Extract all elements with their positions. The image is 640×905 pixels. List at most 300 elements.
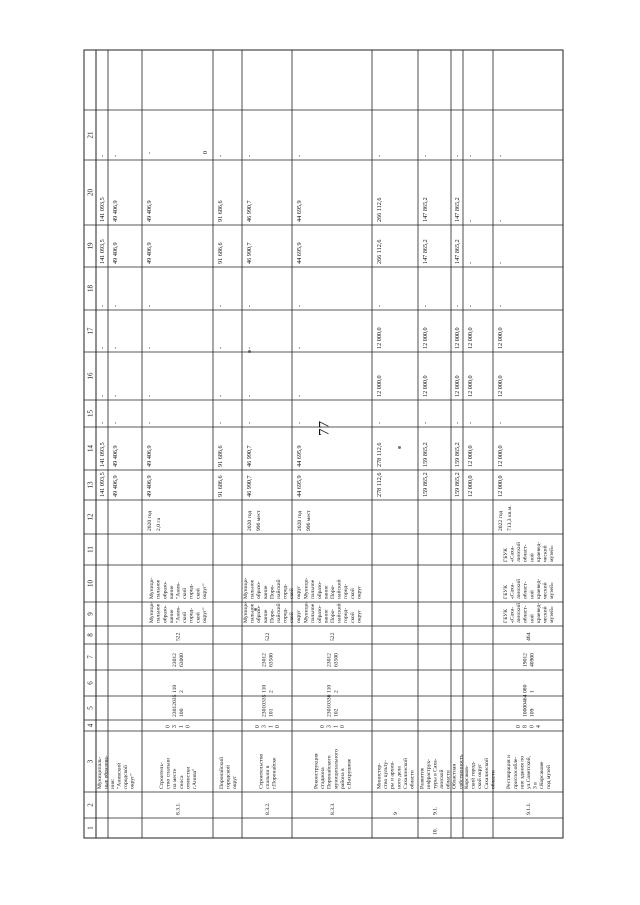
cell-r4-c9-line: образо- xyxy=(256,605,263,623)
cell-r5-c9-line: вание xyxy=(323,609,330,623)
cell-r2-c14 xyxy=(146,445,153,467)
cell-r5-c9-line: Муници- xyxy=(303,601,310,623)
cell-r5-c4-line: 3 xyxy=(326,725,333,728)
cell-r9-c18 xyxy=(467,305,474,307)
cell-r4-c10-line: вание xyxy=(262,585,269,599)
cell-r9-c20 xyxy=(467,220,474,222)
cell-r7-c3-line: области xyxy=(445,770,452,789)
cell-r3-c13 xyxy=(217,475,224,497)
cell-r9-c17-line: 12 000,0 xyxy=(467,327,475,349)
cell-r9-c21-line: - xyxy=(467,154,475,157)
cell-r5-c9-line: ской xyxy=(349,612,356,623)
cell-r2-c4-line: 0 xyxy=(185,725,192,728)
cell-r7-c21 xyxy=(422,155,429,157)
cell-r5-c9 xyxy=(304,601,363,623)
cell-r10-c4-line: 0 xyxy=(515,725,522,728)
cell-r4-c5-line: 101 xyxy=(268,708,275,717)
cell-r5-c16-line: - xyxy=(296,394,304,397)
cell-r2-c20 xyxy=(146,200,153,222)
cell-r6-c15 xyxy=(376,422,383,424)
cell-r5-c10-line: город- xyxy=(343,583,350,599)
cell-r1-c14 xyxy=(112,445,119,467)
cell-r10-c7 xyxy=(523,653,536,667)
cell-r0-c17-line: - xyxy=(99,346,107,349)
cell-r7-c15-line: - xyxy=(422,421,430,424)
cell-r7-c1 xyxy=(432,827,438,835)
cell-r4-c19-line: 46 990,7 xyxy=(246,242,254,264)
cell-r2-c13 xyxy=(146,475,153,497)
cell-r2-c21 xyxy=(146,152,153,154)
cell-r10-c9-line: ной xyxy=(529,614,536,623)
cell-r10-c4-line: 0 xyxy=(529,725,536,728)
cell-r6-c15-line: - xyxy=(376,421,384,424)
cell-r4-c6 xyxy=(262,685,275,693)
cell-r5-c3-line: Поронайского xyxy=(326,755,333,789)
cell-r0-c15 xyxy=(99,422,106,424)
cell-r5-c16 xyxy=(296,395,303,397)
cell-r2-c8-line: 522 xyxy=(175,632,182,641)
cell-r4-c19 xyxy=(246,242,253,264)
col-header: 16 xyxy=(86,372,95,380)
cell-r2-c6-line: 2 xyxy=(178,690,185,693)
cell-r1-c19 xyxy=(112,242,119,264)
cell-r4-c16-line: - xyxy=(246,394,254,397)
cell-r5-c17-line: - xyxy=(296,346,304,349)
cell-r2-c12-year-line: 2020 год xyxy=(146,510,153,531)
cell-r3-c16 xyxy=(217,395,224,397)
cell-r4-c21 xyxy=(246,155,253,157)
col-header: 13 xyxy=(86,481,95,489)
cell-r5-c7-line: 23012 xyxy=(326,653,333,667)
col-header: 11 xyxy=(86,546,95,553)
cell-r0-c13 xyxy=(99,472,106,497)
cell-r4-c17 xyxy=(246,347,253,349)
cell-r8-c19 xyxy=(454,239,461,264)
cell-r0-c15-line: - xyxy=(99,421,107,424)
cell-r10-c14-line: 12 000,0 xyxy=(497,445,505,467)
cell-r4-c3 xyxy=(258,753,277,789)
cell-r4-c10-line: ской xyxy=(289,588,296,599)
cell-r9-c14-line: 12 000,0 xyxy=(467,445,475,467)
cell-r7-c14 xyxy=(422,442,429,467)
cell-r7-c3-line: Развитие xyxy=(419,767,426,789)
cell-r0-c16-line: - xyxy=(99,394,107,397)
cell-r10-c3-line: под музей xyxy=(545,765,552,789)
cell-r3-c18-line: - xyxy=(217,304,225,307)
cell-r5-c6-line: 2 xyxy=(333,690,340,693)
cell-r4-c18-line: - xyxy=(246,304,254,307)
cell-r0-c3-line: ния: xyxy=(110,778,117,789)
cell-r0-c18-line: - xyxy=(99,304,107,307)
cell-r7-c21-line: - xyxy=(422,154,430,157)
cell-r2-c3-line: ство спальни xyxy=(165,757,172,789)
cell-r9-c15-line: - xyxy=(467,421,475,424)
cell-r3-c16-line: - xyxy=(217,394,225,397)
cell-r2-c19-line: 49 406,9 xyxy=(146,242,154,264)
cell-r5-c15-line: - xyxy=(296,421,304,424)
cell-r10-c4 xyxy=(516,725,542,728)
cell-r2-c10 xyxy=(149,577,208,599)
cell-r7-c17 xyxy=(422,327,429,349)
cell-r2-c18 xyxy=(146,305,153,307)
cell-r2-c2-line: 8.3.1. xyxy=(175,802,182,815)
cell-r10-c7-line: 40900 xyxy=(529,653,536,667)
cell-r4-c5 xyxy=(262,694,275,717)
cell-r5-c13 xyxy=(296,475,303,497)
cell-r3-c21-line: - xyxy=(217,154,225,157)
cell-r1-c14-line: 49 406,9 xyxy=(112,445,120,467)
cell-r10-c18 xyxy=(497,305,504,307)
cell-r5-c10 xyxy=(304,577,363,599)
cell-r4-c9-line: округ xyxy=(295,609,302,623)
cell-r9-c19-line: - xyxy=(467,261,475,264)
cell-r4-c18 xyxy=(246,305,253,307)
col-header: 15 xyxy=(86,410,95,417)
cell-r8-c16 xyxy=(454,375,461,397)
cell-r1-c13 xyxy=(112,475,119,497)
cell-r5-c10-line: Муници- xyxy=(303,577,310,599)
cell-r1-c3 xyxy=(115,763,135,789)
cell-r4-c3-line: спальни в xyxy=(264,765,271,789)
cell-r4-c12-year xyxy=(247,511,253,531)
cell-r1-c3-line: городской xyxy=(122,765,129,789)
cell-r8-c3 xyxy=(451,754,465,789)
cell-r10-c11-line: област- xyxy=(522,544,529,562)
cell-r2-c4 xyxy=(165,725,191,728)
cell-r4-c4-line: 1 xyxy=(268,725,275,728)
cell-r10-c10-line: ной xyxy=(529,590,536,599)
cell-r7-c15 xyxy=(422,422,429,424)
cell-r8-c18 xyxy=(454,305,461,307)
cell-r2-c5-line: 100 xyxy=(178,708,185,717)
cell-r4-c2 xyxy=(265,802,271,815)
cell-r10-c9 xyxy=(503,603,555,623)
cell-r3-c14 xyxy=(217,445,224,467)
cell-r10-c10-line: област- xyxy=(522,581,529,599)
cell-r2-c18-line: - xyxy=(146,304,154,307)
cell-r1-c21 xyxy=(112,155,119,157)
cell-r5-c10-line: образо- xyxy=(316,581,323,599)
cell-r5-c9-line: Поро- xyxy=(329,608,336,623)
cell-r2-c5-line: 23012035 xyxy=(172,694,179,717)
cell-r5-c12-year-line: 2020 год xyxy=(296,510,303,531)
cell-r5-c20-line: 44 695,9 xyxy=(296,200,304,222)
cell-r4-c10-line: Поро- xyxy=(269,584,276,599)
cell-r10-c8-line: 464 xyxy=(525,632,532,641)
cell-r10-c3-line: Реставрация и xyxy=(506,754,513,789)
cell-r7-c19-line: 147 865,2 xyxy=(422,239,430,264)
cell-r2-c8 xyxy=(175,632,181,641)
cell-r9-c14 xyxy=(467,445,474,467)
cell-r5-c3 xyxy=(313,749,352,789)
cell-r4-c14 xyxy=(246,445,253,467)
cell-r6-c21 xyxy=(376,155,383,157)
cell-r2-c10-line: город- xyxy=(188,583,195,599)
cell-r4-c2-line: 8.3.2. xyxy=(264,802,271,815)
cell-r10-c20-line: - xyxy=(497,219,505,222)
cell-r8-c13-line: 159 865,2 xyxy=(454,472,462,497)
cell-r4-c21-line: - xyxy=(246,154,254,157)
cell-r1-c16 xyxy=(112,395,119,397)
cell-r8-c19-line: 147 865,2 xyxy=(454,239,462,264)
cell-r10-c14 xyxy=(497,445,504,467)
col-header: 5 xyxy=(86,706,95,710)
cell-r3-c19-line: 91 686,6 xyxy=(217,242,225,264)
cell-r10-c9-line: музей» xyxy=(549,606,556,623)
cell-r9-c3-line: Сахалинской xyxy=(483,758,490,789)
cell-r5-c7 xyxy=(327,653,340,667)
cell-r10-c9-line: област- xyxy=(522,605,529,623)
cell-r10-c3-line: г.Корсакове xyxy=(539,761,546,789)
cell-r5-c8-line: 522 xyxy=(329,632,336,641)
col-header: 3 xyxy=(86,759,95,764)
cell-r9-c3-line: ский город- xyxy=(470,761,477,789)
cell-r9-c3-line: ской округ xyxy=(477,763,484,789)
cell-r7-c16-line: 12 000,0 xyxy=(422,375,430,397)
col-header: 8 xyxy=(86,633,95,637)
cell-r3-c19 xyxy=(217,242,224,264)
cell-r3-c3 xyxy=(218,757,238,789)
cell-r7-c3 xyxy=(419,758,451,789)
cell-r6-c3-line: области xyxy=(409,770,416,789)
cell-r2-c20-line: 49 406,9 xyxy=(146,200,154,222)
cell-r1-c13-line: 49 406,9 xyxy=(112,475,120,497)
cell-r10-c18-line: - xyxy=(497,304,505,307)
cell-r5-c9-line: найский xyxy=(336,603,343,623)
cell-r10-c17-line: 12 000,0 xyxy=(497,327,505,349)
cell-r0-c3-line: Муниципаль- xyxy=(96,756,103,789)
cell-r4-c20 xyxy=(246,200,253,222)
cell-r0-c14 xyxy=(99,442,106,467)
cell-r6-c17-line: 12 000,0 xyxy=(376,327,384,349)
cell-r5-c5 xyxy=(327,694,340,717)
cell-r8-c15-line: - xyxy=(454,421,462,424)
cell-r3-c3-line: городской xyxy=(225,765,232,789)
cell-r10-c8 xyxy=(526,632,532,641)
cell-r10-c12-year xyxy=(498,511,504,531)
cell-r5-c18 xyxy=(296,305,303,307)
col-header: 14 xyxy=(86,445,95,452)
cell-r10-c17 xyxy=(497,327,504,349)
cell-r3-c18 xyxy=(217,305,224,307)
cell-r2-c15-line: - xyxy=(146,421,154,424)
cell-r5-c18-line: - xyxy=(296,304,304,307)
cell-r10-c3-line: 3 в xyxy=(532,782,539,789)
cell-r6-c2 xyxy=(393,812,399,815)
cell-r2-c9-line: вание xyxy=(168,609,175,623)
cell-r10-c7-line: 19012 xyxy=(522,653,529,667)
cell-r2-c9-line: ской xyxy=(195,612,202,623)
cell-r10-c11-line: линский xyxy=(516,542,523,562)
cell-r5-c4-line: 0 xyxy=(340,725,347,728)
cell-r4-c9 xyxy=(243,601,302,623)
cell-r4-c6-line: 110 xyxy=(261,684,268,693)
cell-r10-c13-line: 12 000,0 xyxy=(497,475,505,497)
cell-r4-c4-line: 0 xyxy=(275,725,282,728)
cell-r4-c5-line: 23010335 xyxy=(261,694,268,717)
cell-r4-c12-year-line: 2020 год xyxy=(246,510,253,531)
cell-r10-c21-line: - xyxy=(497,154,505,157)
cell-r0-c20 xyxy=(99,197,106,222)
cell-r2-c16 xyxy=(146,395,153,397)
cell-r4-c15 xyxy=(246,422,253,424)
cell-r7-c13 xyxy=(422,472,429,497)
cell-r5-c9-line: пальное xyxy=(310,603,317,623)
cell-r10-c10-line: ГБУК xyxy=(502,585,509,599)
cell-r7-c3-line: линской xyxy=(439,769,446,789)
cell-r5-c4-line: 1 xyxy=(333,725,340,728)
cell-r4-c9-line: ской xyxy=(289,612,296,623)
cell-r8-c20-line: 147 865,2 xyxy=(454,197,462,222)
cell-r8-c20 xyxy=(454,197,461,222)
col-header: 6 xyxy=(86,681,95,685)
cell-r7-c2-line: 9.1. xyxy=(432,806,439,815)
col-header: 9 xyxy=(86,612,95,616)
cell-r4-c12-size: 996 мест xyxy=(256,510,262,531)
cell-r4-c7-line: 23012 xyxy=(261,653,268,667)
cell-r8-c21-line: - xyxy=(454,154,462,157)
cell-r4-c10-line: пальное xyxy=(249,579,256,599)
cell-r5-c14 xyxy=(296,445,303,467)
cell-r6-c21-line: - xyxy=(376,154,384,157)
cell-r4-c9-line: Поро- xyxy=(269,608,276,623)
cell-r6-c18 xyxy=(376,305,383,307)
cell-r4-c6-line: 2 xyxy=(268,690,275,693)
col-header: 10 xyxy=(86,580,95,587)
cell-r4-c8-line: 522 xyxy=(264,632,271,641)
cell-r6-c2-line: 9 xyxy=(392,812,399,815)
cell-r4-c4 xyxy=(255,725,281,728)
cell-r4-c9-line: город- xyxy=(282,607,289,623)
cell-r10-c6-line: 080 xyxy=(522,684,529,693)
col-header: 17 xyxy=(86,327,95,335)
cell-r5-c9-line: город- xyxy=(343,607,350,623)
cell-r10-c3-line: приспособле- xyxy=(512,756,519,789)
cell-r8-c14 xyxy=(454,442,461,467)
cell-r7-c18 xyxy=(422,305,429,307)
cell-r3-c13-line: 91 686,6 xyxy=(217,475,225,497)
cell-r7-c14-line: 159 865,2 xyxy=(422,442,430,467)
cell-r0-c19 xyxy=(99,239,106,264)
cell-r2-c17-line: - xyxy=(146,346,154,349)
cell-r7-c13-line: 159 865,2 xyxy=(422,472,430,497)
cell-r8-c21 xyxy=(454,155,461,157)
cell-r5-c5-line: 102 xyxy=(333,708,340,717)
cell-r10-c3-line: ние здания по xyxy=(519,755,526,789)
cell-r10-c5-line: 109 xyxy=(529,708,536,717)
cell-r10-c12-year-line: 2022 год xyxy=(497,510,504,531)
cell-r4-c10-line: округ xyxy=(295,585,302,599)
cell-r6-c3-line: ры и архив- xyxy=(389,761,396,789)
cell-r2-c10-line: Муници- xyxy=(149,577,156,599)
cell-r4-c10 xyxy=(243,577,302,599)
cell-r5-c3-line: района в xyxy=(339,768,346,789)
cell-r5-c20 xyxy=(296,200,303,222)
cell-r0-c21-line: - xyxy=(99,154,107,157)
cell-r4-c20-line: 46 990,7 xyxy=(246,200,254,222)
cell-r4-c4-line: 3 xyxy=(261,725,268,728)
cell-r4-c7 xyxy=(262,653,275,667)
cell-r10-c11-line: ческий xyxy=(542,545,549,562)
cell-r2-c9-line: ский xyxy=(182,611,189,623)
cell-r9-c15 xyxy=(467,422,474,424)
cell-r9-c13 xyxy=(467,475,474,497)
cell-r9-c3 xyxy=(464,758,496,789)
cell-r6-c20-line: 266 112,6 xyxy=(376,197,384,222)
cell-r4-c9-line: вание xyxy=(262,609,269,623)
cell-r2-c10-line: ский xyxy=(182,587,189,599)
col-header: 21 xyxy=(86,131,95,139)
cell-r10-c10 xyxy=(503,579,555,599)
cell-r6-c13 xyxy=(376,472,383,497)
cell-r5-c3-line: стадиона xyxy=(320,767,327,789)
cell-r10-c11-line: «Саха- xyxy=(509,545,516,562)
cell-r10-c13 xyxy=(497,475,504,497)
cell-r2-c9-line: Муници- xyxy=(149,601,156,623)
cell-r5-c5-line: 23010336 xyxy=(326,694,333,717)
cell-r8-c18-line: - xyxy=(454,304,462,307)
cell-r5-c4-line: 0 xyxy=(319,725,326,728)
cell-r1-c18 xyxy=(112,305,119,307)
cell-r10-c16-line: 12 000,0 xyxy=(497,375,505,397)
cell-r4-c10-line: город- xyxy=(282,583,289,599)
cell-r9-c16 xyxy=(467,375,474,397)
cell-r5-c13-line: 44 695,9 xyxy=(296,475,304,497)
cell-r8-c17 xyxy=(454,327,461,349)
cell-r1-c20-line: 49 406,9 xyxy=(112,200,120,222)
cell-r9-c21 xyxy=(467,155,474,157)
cell-r6-c16 xyxy=(376,375,383,397)
cell-r5-c9-line: округ xyxy=(356,609,363,623)
cell-r0-c3-line: ные образова- xyxy=(103,755,110,789)
cell-r5-c2 xyxy=(330,802,336,815)
cell-r2-c13-line: 49 406,9 xyxy=(146,475,154,497)
cell-r4-c10-line: образо- xyxy=(256,581,263,599)
cell-r7-c16 xyxy=(422,375,429,397)
page-number: 77 xyxy=(316,421,333,436)
cell-r2-c10-line: вание xyxy=(168,585,175,599)
cell-r2-c10-line: "Анив- xyxy=(175,582,182,599)
cell-r10-c21 xyxy=(497,155,504,157)
cell-r2-c10-line: округ" xyxy=(201,583,208,599)
cell-r1-c19-line: 49 406,9 xyxy=(112,242,120,264)
cell-r7-c2 xyxy=(432,806,438,815)
cell-r8-c3-line: Областная xyxy=(451,764,458,789)
cell-r8-c14-line: 159 865,2 xyxy=(454,442,462,467)
cell-r7-c20-line: 147 865,2 xyxy=(422,197,430,222)
cell-r8-c16-line: 12 000,0 xyxy=(454,375,462,397)
cell-r2-c14-line: 49 406,9 xyxy=(146,445,154,467)
cell-r9-c3-line: Корсаков- xyxy=(463,765,470,789)
cell-r9-c3-line: области xyxy=(490,770,497,789)
cell-r10-c3-line: ул.Советской, xyxy=(525,756,532,789)
cell-r3-c21 xyxy=(217,155,224,157)
cell-r3-c17 xyxy=(217,347,224,349)
cell-r9-c19 xyxy=(467,262,474,264)
cell-r6-c3-line: ного дела xyxy=(396,766,403,789)
cell-r8-c3-line: собственность xyxy=(458,754,465,789)
cell-r8-c17-line: 12 000,0 xyxy=(454,327,462,349)
cell-r4-c14-line: 46 990,7 xyxy=(246,445,254,467)
cell-r5-c10-line: Поро- xyxy=(329,584,336,599)
cell-r10-c10-line: ческий xyxy=(542,582,549,599)
cell-r10-c9-line: линский xyxy=(516,603,523,623)
cell-r9-c16-line: 12 000,0 xyxy=(467,375,475,397)
col-header: 1 xyxy=(86,826,95,830)
cell-r5-c21-line: - xyxy=(296,154,304,157)
cell-r10-c5 xyxy=(523,694,536,717)
cell-r4-c17-line: - xyxy=(246,346,254,349)
